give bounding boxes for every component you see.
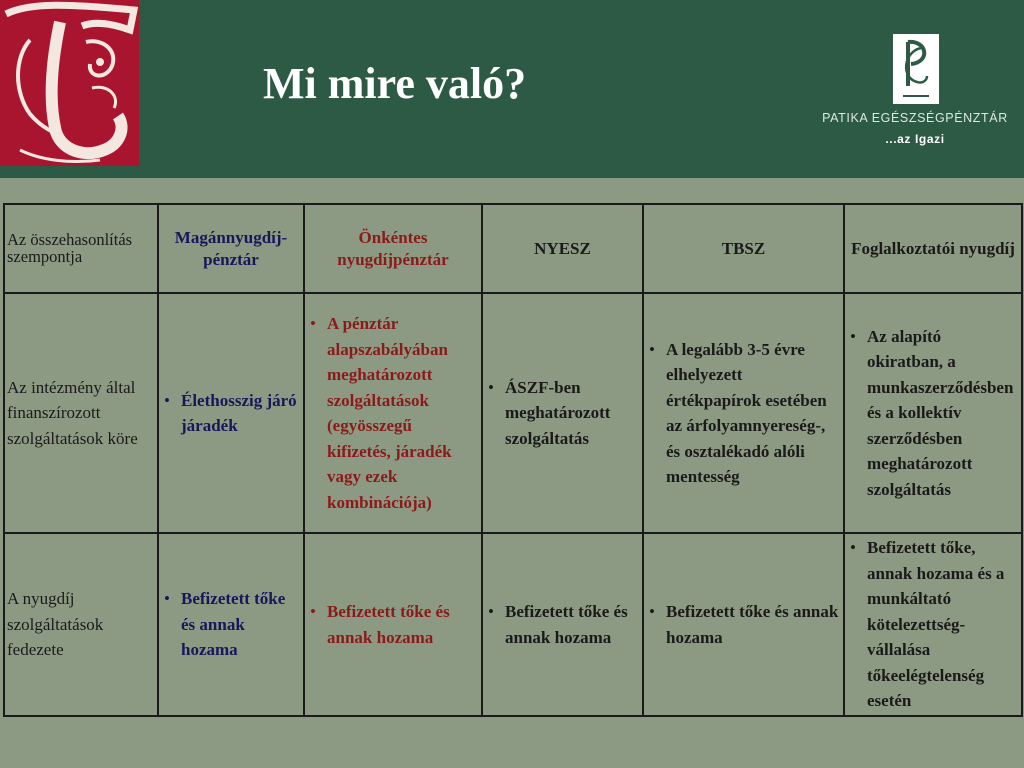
table-cell <box>482 293 643 533</box>
table-cell <box>304 533 482 716</box>
header-tbsz: TBSZ <box>643 204 844 293</box>
comparison-table-wrapper <box>3 203 1023 717</box>
patika-p-icon <box>893 34 939 104</box>
table-cell <box>643 293 844 533</box>
list-item: • Befizetett tőke, annak hozama és a munkáltató kötelezettség-vállalása tőkeelégtelenség esetén <box>847 535 1019 714</box>
header-nyesz: NYESZ <box>482 204 643 293</box>
table-cell <box>482 533 643 716</box>
company-name: PATIKA EGÉSZSÉGPÉNZTÁR <box>822 111 1008 125</box>
header-occupational-pension: Foglalkoztatói nyugdíj <box>844 204 1022 293</box>
list-item: • Élethosszig járó járadék <box>161 388 301 439</box>
row-label-services: Az intézmény által finanszírozott szolgáltatások köre <box>4 293 158 533</box>
slide-title: Mi mire való? <box>263 59 527 108</box>
list-item: • A legalább 3-5 évre elhelyezett értékpapírok esetében az árfolyamnyereség-, és osztalékadó alóli mentesség <box>646 337 841 490</box>
list-item: • Befizetett tőke és annak hozama <box>161 586 301 663</box>
ornamental-letter-t-icon <box>0 0 139 166</box>
list-item: • A pénztár alapszabályában meghatározott szolgáltatások (egyösszegű kifizetés, járadék vagy ezek kombinációja) <box>307 311 479 515</box>
company-tagline: ...az Igazi <box>885 132 945 146</box>
header-private-pension-fund: Magánnyugdíj-pénztár <box>158 204 304 293</box>
comparison-table <box>3 203 1023 717</box>
table-cell <box>844 293 1022 533</box>
list-item: • ÁSZF-ben meghatározott szolgáltatás <box>485 375 640 452</box>
patika-p-logo <box>893 34 939 104</box>
table-header-row <box>4 204 1022 293</box>
list-item: • Befizetett tőke és annak hozama <box>307 599 479 650</box>
header-criteria: Az összehasonlítás szempontja <box>4 204 158 293</box>
slide-header <box>0 0 1024 178</box>
table-cell <box>844 533 1022 716</box>
table-row <box>4 293 1022 533</box>
table-row <box>4 533 1022 716</box>
table-cell <box>304 293 482 533</box>
table-cell <box>158 293 304 533</box>
row-label-coverage: A nyugdíj szolgáltatások fedezete <box>4 533 158 716</box>
ornamental-letter-t-logo <box>0 0 139 166</box>
table-cell <box>643 533 844 716</box>
table-cell <box>158 533 304 716</box>
list-item: • Az alapító okiratban, a munkaszerződésben és a kollektív szerződésben meghatározott szolgáltatás <box>847 324 1019 503</box>
header-voluntary-pension-fund: Önkéntes nyugdíjpénztár <box>304 204 482 293</box>
list-item: • Befizetett tőke és annak hozama <box>646 599 841 650</box>
list-item: • Befizetett tőke és annak hozama <box>485 599 640 650</box>
